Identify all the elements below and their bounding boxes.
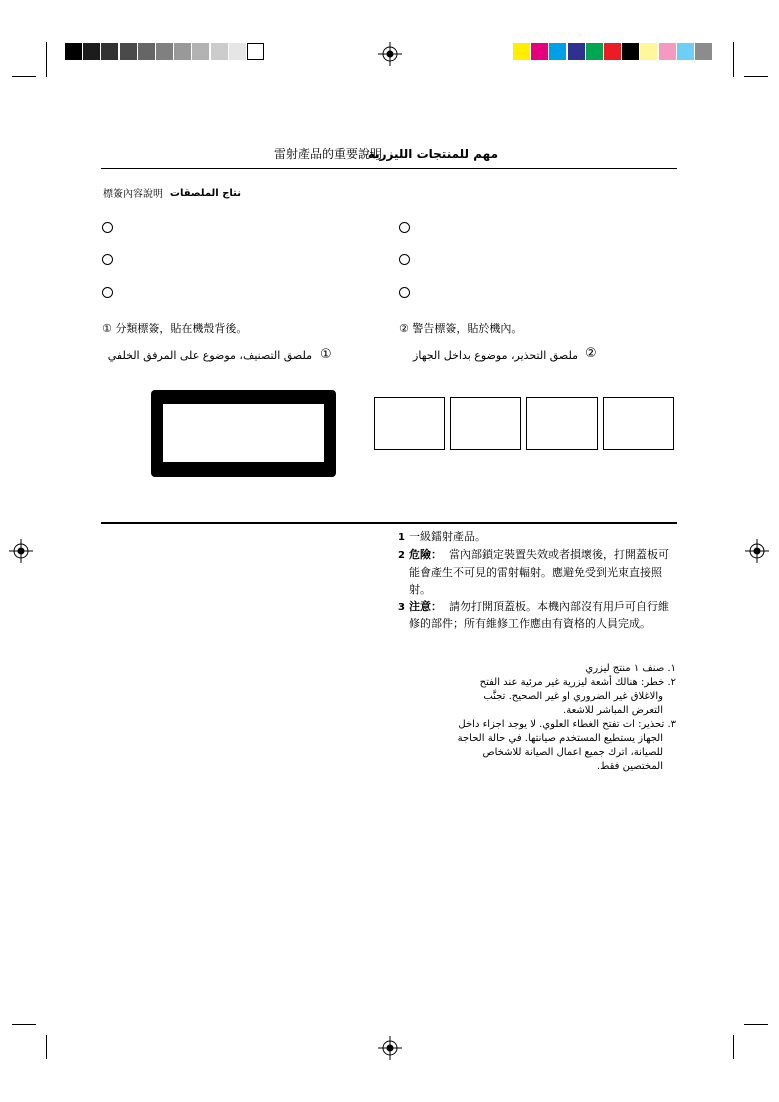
section-divider (101, 522, 677, 524)
note2-line: 當內部鎖定裝置失效或者損壞後，打開蓋板可 (449, 548, 669, 561)
gray-swatch (156, 43, 173, 60)
note-ar-line: والاغلاق غير الضروري او غير الصحيح. تجنَّب (483, 691, 663, 702)
color-swatch (604, 43, 621, 60)
note2-number: 2 (398, 550, 405, 561)
color-swatch (622, 43, 639, 60)
crop-mark (744, 1024, 768, 1025)
gray-swatch (138, 43, 155, 60)
registration-mark-icon (745, 539, 769, 563)
crop-mark (744, 76, 768, 77)
gray-swatch (229, 43, 246, 60)
registration-mark-icon (9, 539, 33, 563)
note-ar-line: المختصين فقط. (596, 761, 663, 772)
label-section-heading-zh: 標簽內容說明 (103, 189, 163, 200)
bullet-circle (399, 287, 410, 298)
gray-swatch (174, 43, 191, 60)
gray-swatch (101, 43, 118, 60)
note3-line: 修的部件；所有維修工作應由有資格的人員完成。 (409, 617, 651, 630)
note-ar-line: ١. صنف ١ منتج ليزري (585, 663, 676, 674)
note2-line: 能會產生不可見的雷射輻射。應避免受到光束直接照 (409, 566, 662, 579)
note1-text: 一級鐳射產品。 (409, 530, 486, 543)
warning-label-box (603, 397, 674, 450)
label1-description-zh: ① 分類標簽，貼在機殼背後。 (102, 322, 248, 335)
crop-mark (12, 76, 36, 77)
color-swatch (531, 43, 548, 60)
note1-number: 1 (398, 532, 405, 543)
page-title-zh: 雷射產品的重要說明 (274, 147, 383, 161)
classification-label-inner (163, 404, 324, 462)
crop-mark (12, 1024, 36, 1025)
registration-mark-icon (378, 42, 402, 66)
color-swatch (549, 43, 566, 60)
color-swatch (586, 43, 603, 60)
color-swatch (513, 43, 530, 60)
label2-description-zh: ② 警告標簽，貼於機內。 (399, 322, 523, 335)
gray-swatch (83, 43, 100, 60)
label-section-heading-ar: نتاج الملصقات (169, 188, 241, 199)
color-swatch (640, 43, 657, 60)
registration-mark-icon (378, 1036, 402, 1060)
label1-description-ar: ملصق التصنيف، موضوع على المرفق الخلفي (107, 349, 312, 362)
warning-label-box (374, 397, 445, 450)
bullet-circle (399, 222, 410, 233)
bullet-circle (102, 287, 113, 298)
note-ar-line: ٢. خطر: هنالك أشعة ليزرية غير مرئية عند الفتح (479, 677, 676, 688)
note-ar-line: للصيانة، اترك جميع اعمال الصيانة للاشخاص (482, 747, 663, 758)
warning-label-box (526, 397, 598, 450)
gray-swatch (247, 43, 264, 60)
warning-label-box (450, 397, 521, 450)
page-title-ar: مهم للمنتجات الليزرية (367, 147, 498, 161)
color-swatch (677, 43, 694, 60)
note2-line: 射。 (409, 583, 431, 596)
gray-swatch (192, 43, 209, 60)
label2-description-ar: ملصق التحذير، موضوع بداخل الجهاز (413, 349, 578, 362)
bullet-circle (102, 254, 113, 265)
label1-number: ① (320, 347, 332, 362)
label2-number: ② (585, 346, 597, 361)
note-ar-line: ٣. تحذير: ات تفتح الغطاء العلوي. لا يوجد اجزاء داخل (458, 719, 676, 730)
crop-mark (46, 42, 47, 77)
note3-line: 請勿打開頂蓋板。本機內部沒有用戶可自行維 (449, 600, 669, 613)
gray-swatch (65, 43, 82, 60)
note3-number: 3 (398, 602, 405, 613)
crop-mark (733, 1035, 734, 1059)
crop-mark (46, 1035, 47, 1059)
note3-heading: 注意： (409, 600, 442, 613)
color-swatch (695, 43, 712, 60)
color-swatch (568, 43, 585, 60)
gray-swatch (120, 43, 137, 60)
bullet-circle (102, 222, 113, 233)
header-rule (101, 168, 677, 169)
note2-heading: 危險： (409, 548, 442, 561)
color-swatch (659, 43, 676, 60)
crop-mark (733, 42, 734, 77)
bullet-circle (399, 254, 410, 265)
gray-swatch (211, 43, 228, 60)
note-ar-line: الجهاز يستطيع المستخدم صيانتها. في حالة الحاجة (457, 733, 663, 744)
note-ar-line: التعرض المباشر للاشعة. (563, 705, 663, 716)
